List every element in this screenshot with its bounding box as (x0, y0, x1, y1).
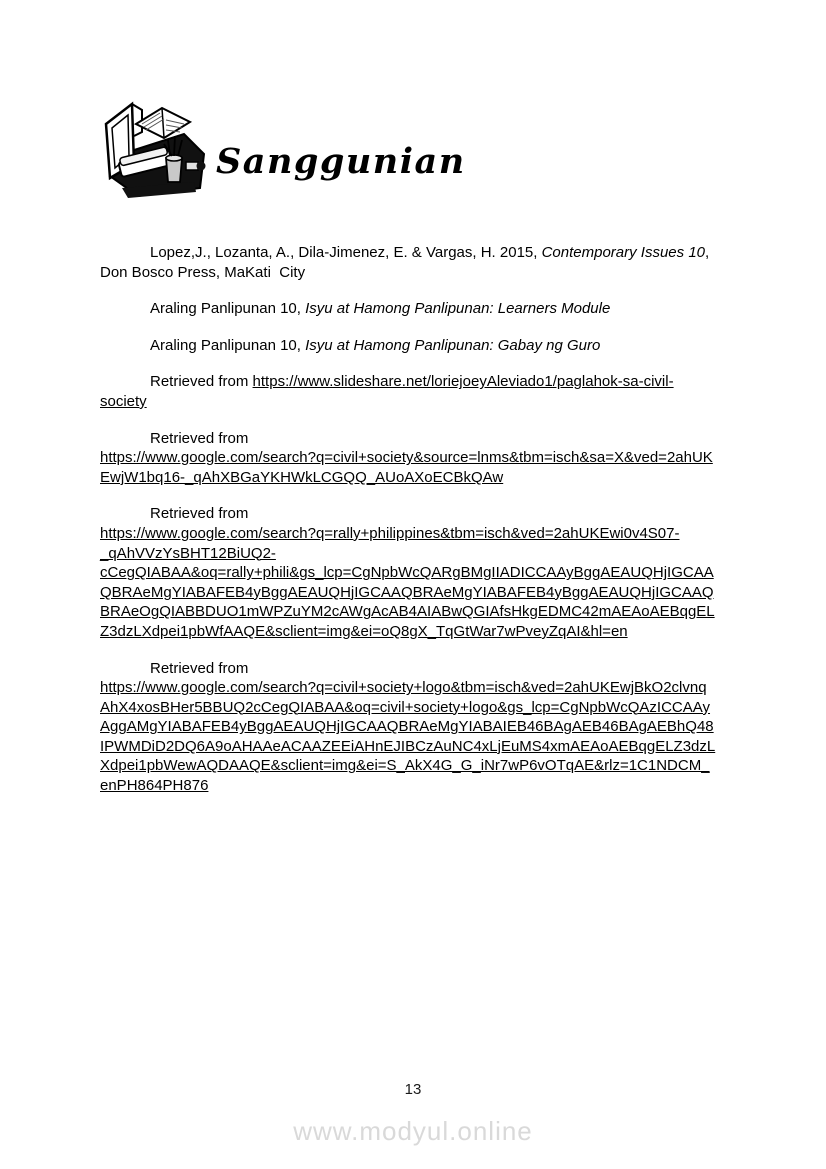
reference-link[interactable]: QBRAeMgYIABAFEB4yBggAEAUQHjIGCAAQBRAeMgYIABAFEB4yBggAEAUQHjIGCAAQ (100, 583, 714, 601)
reference-paragraph (100, 504, 740, 641)
desk-with-books-logo-icon (98, 92, 208, 202)
reference-link[interactable]: https://www.google.com/search?q=rally+philippines&tbm=isch&ved=2ahUKEwi0v4S07- (100, 524, 680, 542)
reference-link[interactable]: https://www.google.com/search?q=civil+society&source=lnms&tbm=isch&sa=X&ved=2ahUK (100, 449, 713, 467)
reference-link[interactable]: society (100, 392, 147, 410)
reference-line (100, 544, 740, 564)
reference-line (100, 756, 740, 776)
reference-line (100, 717, 740, 737)
reference-text: Retrieved from (150, 505, 249, 523)
reference-text: Retrieved from (150, 429, 249, 447)
reference-paragraph (100, 372, 740, 411)
reference-line (100, 243, 740, 263)
reference-paragraph (100, 659, 740, 796)
reference-link[interactable]: Xdpei1pbWewAQDAAQE&sclient=img&ei=S_AkX4G_G_iNr7wP6vOTqAE&rlz=1C1NDCM_ (100, 757, 710, 775)
reference-paragraph (100, 429, 740, 488)
reference-text: Lopez,J., Lozanta, A., Dila-Jimenez, E. & Vargas, H. 2015, (150, 244, 542, 261)
reference-line (100, 776, 740, 796)
reference-line (100, 659, 740, 679)
reference-link[interactable]: AggAMgYIABAFEB4yBggAEAUQHjIGCAAQBRAeMgYIABAIEB46BAgAEB46BAgAEBhQ48 (100, 718, 714, 736)
reference-paragraph (100, 243, 740, 282)
reference-link[interactable]: https://www.google.com/search?q=civil+society+logo&tbm=isch&ved=2ahUKEwjBkO2clvnq (100, 679, 707, 697)
reference-text: Araling Panlipunan 10, (150, 300, 306, 318)
reference-line (100, 504, 740, 524)
reference-text: Contemporary Issues 10 (541, 244, 706, 261)
reference-line (100, 737, 740, 757)
page-title: Sanggunian (216, 141, 466, 183)
reference-text: Isyu at Hamong Panlipunan: Learners Module (305, 300, 611, 318)
references-list (100, 243, 740, 813)
reference-paragraph (100, 299, 740, 319)
reference-text: Isyu at Hamong Panlipunan: Gabay ng Guro (305, 336, 601, 354)
reference-line (100, 468, 740, 488)
reference-line (100, 563, 740, 583)
reference-link[interactable]: BRAeOgQIABBDUO1mWPZuYM2cAWgAcAB4AIABwQGIAfsHkgEDMC42mAEAoAEBqgEL (100, 603, 715, 621)
reference-text: , (705, 244, 710, 261)
reference-line (100, 429, 740, 449)
reference-line (100, 622, 740, 642)
reference-link[interactable]: EwjW1bq16-_qAhXBGaYKHWkLCGQQ_AUoAXoECBkQAw (100, 468, 504, 486)
reference-link[interactable]: AhX4xosBHer5BBUQ2cCegQIABAA&oq=civil+society+logo&gs_lcp=CgNpbWcQAzICCAAy (100, 698, 711, 716)
reference-line (100, 524, 740, 544)
reference-link[interactable]: enPH864PH876 (100, 777, 209, 795)
watermark: www.modyul.online (293, 1116, 533, 1146)
reference-line (100, 372, 740, 392)
reference-text: Don Bosco Press, MaKati City (100, 263, 306, 281)
reference-line (100, 392, 740, 412)
page-number: 13 (404, 1081, 422, 1098)
reference-line (100, 299, 740, 319)
reference-link[interactable]: IPWMDiD2DQ6A9oAHAAeACAAZEEiAHnEJIBCzAuNC4xLjEuMS4xmAEAoAEBqgELZ3dzL (100, 737, 716, 755)
reference-line (100, 602, 740, 622)
reference-line (100, 698, 740, 718)
reference-link[interactable]: https://www.slideshare.net/loriejoeyAleviado1/paglahok-sa-civil- (252, 373, 674, 391)
reference-text: Retrieved from (150, 373, 253, 391)
reference-line (100, 448, 740, 468)
reference-line (100, 678, 740, 698)
reference-line (100, 336, 740, 356)
reference-paragraph (100, 336, 740, 356)
reference-link[interactable]: _qAhVVzYsBHT12BiUQ2- (100, 544, 276, 562)
reference-text: Araling Panlipunan 10, (150, 336, 306, 354)
reference-text: Retrieved from (150, 659, 249, 677)
reference-link[interactable]: Z3dzLXdpei1pbWfAAQE&sclient=img&ei=oQ8gX_TqGtWar7wPveyZqAI&hl=en (100, 622, 628, 640)
reference-line (100, 583, 740, 603)
reference-line (100, 263, 740, 283)
reference-link[interactable]: cCegQIABAA&oq=rally+phili&gs_lcp=CgNpbWcQARgBMgIIADICCAAyBggAEAUQHjIGCAA (100, 564, 714, 582)
